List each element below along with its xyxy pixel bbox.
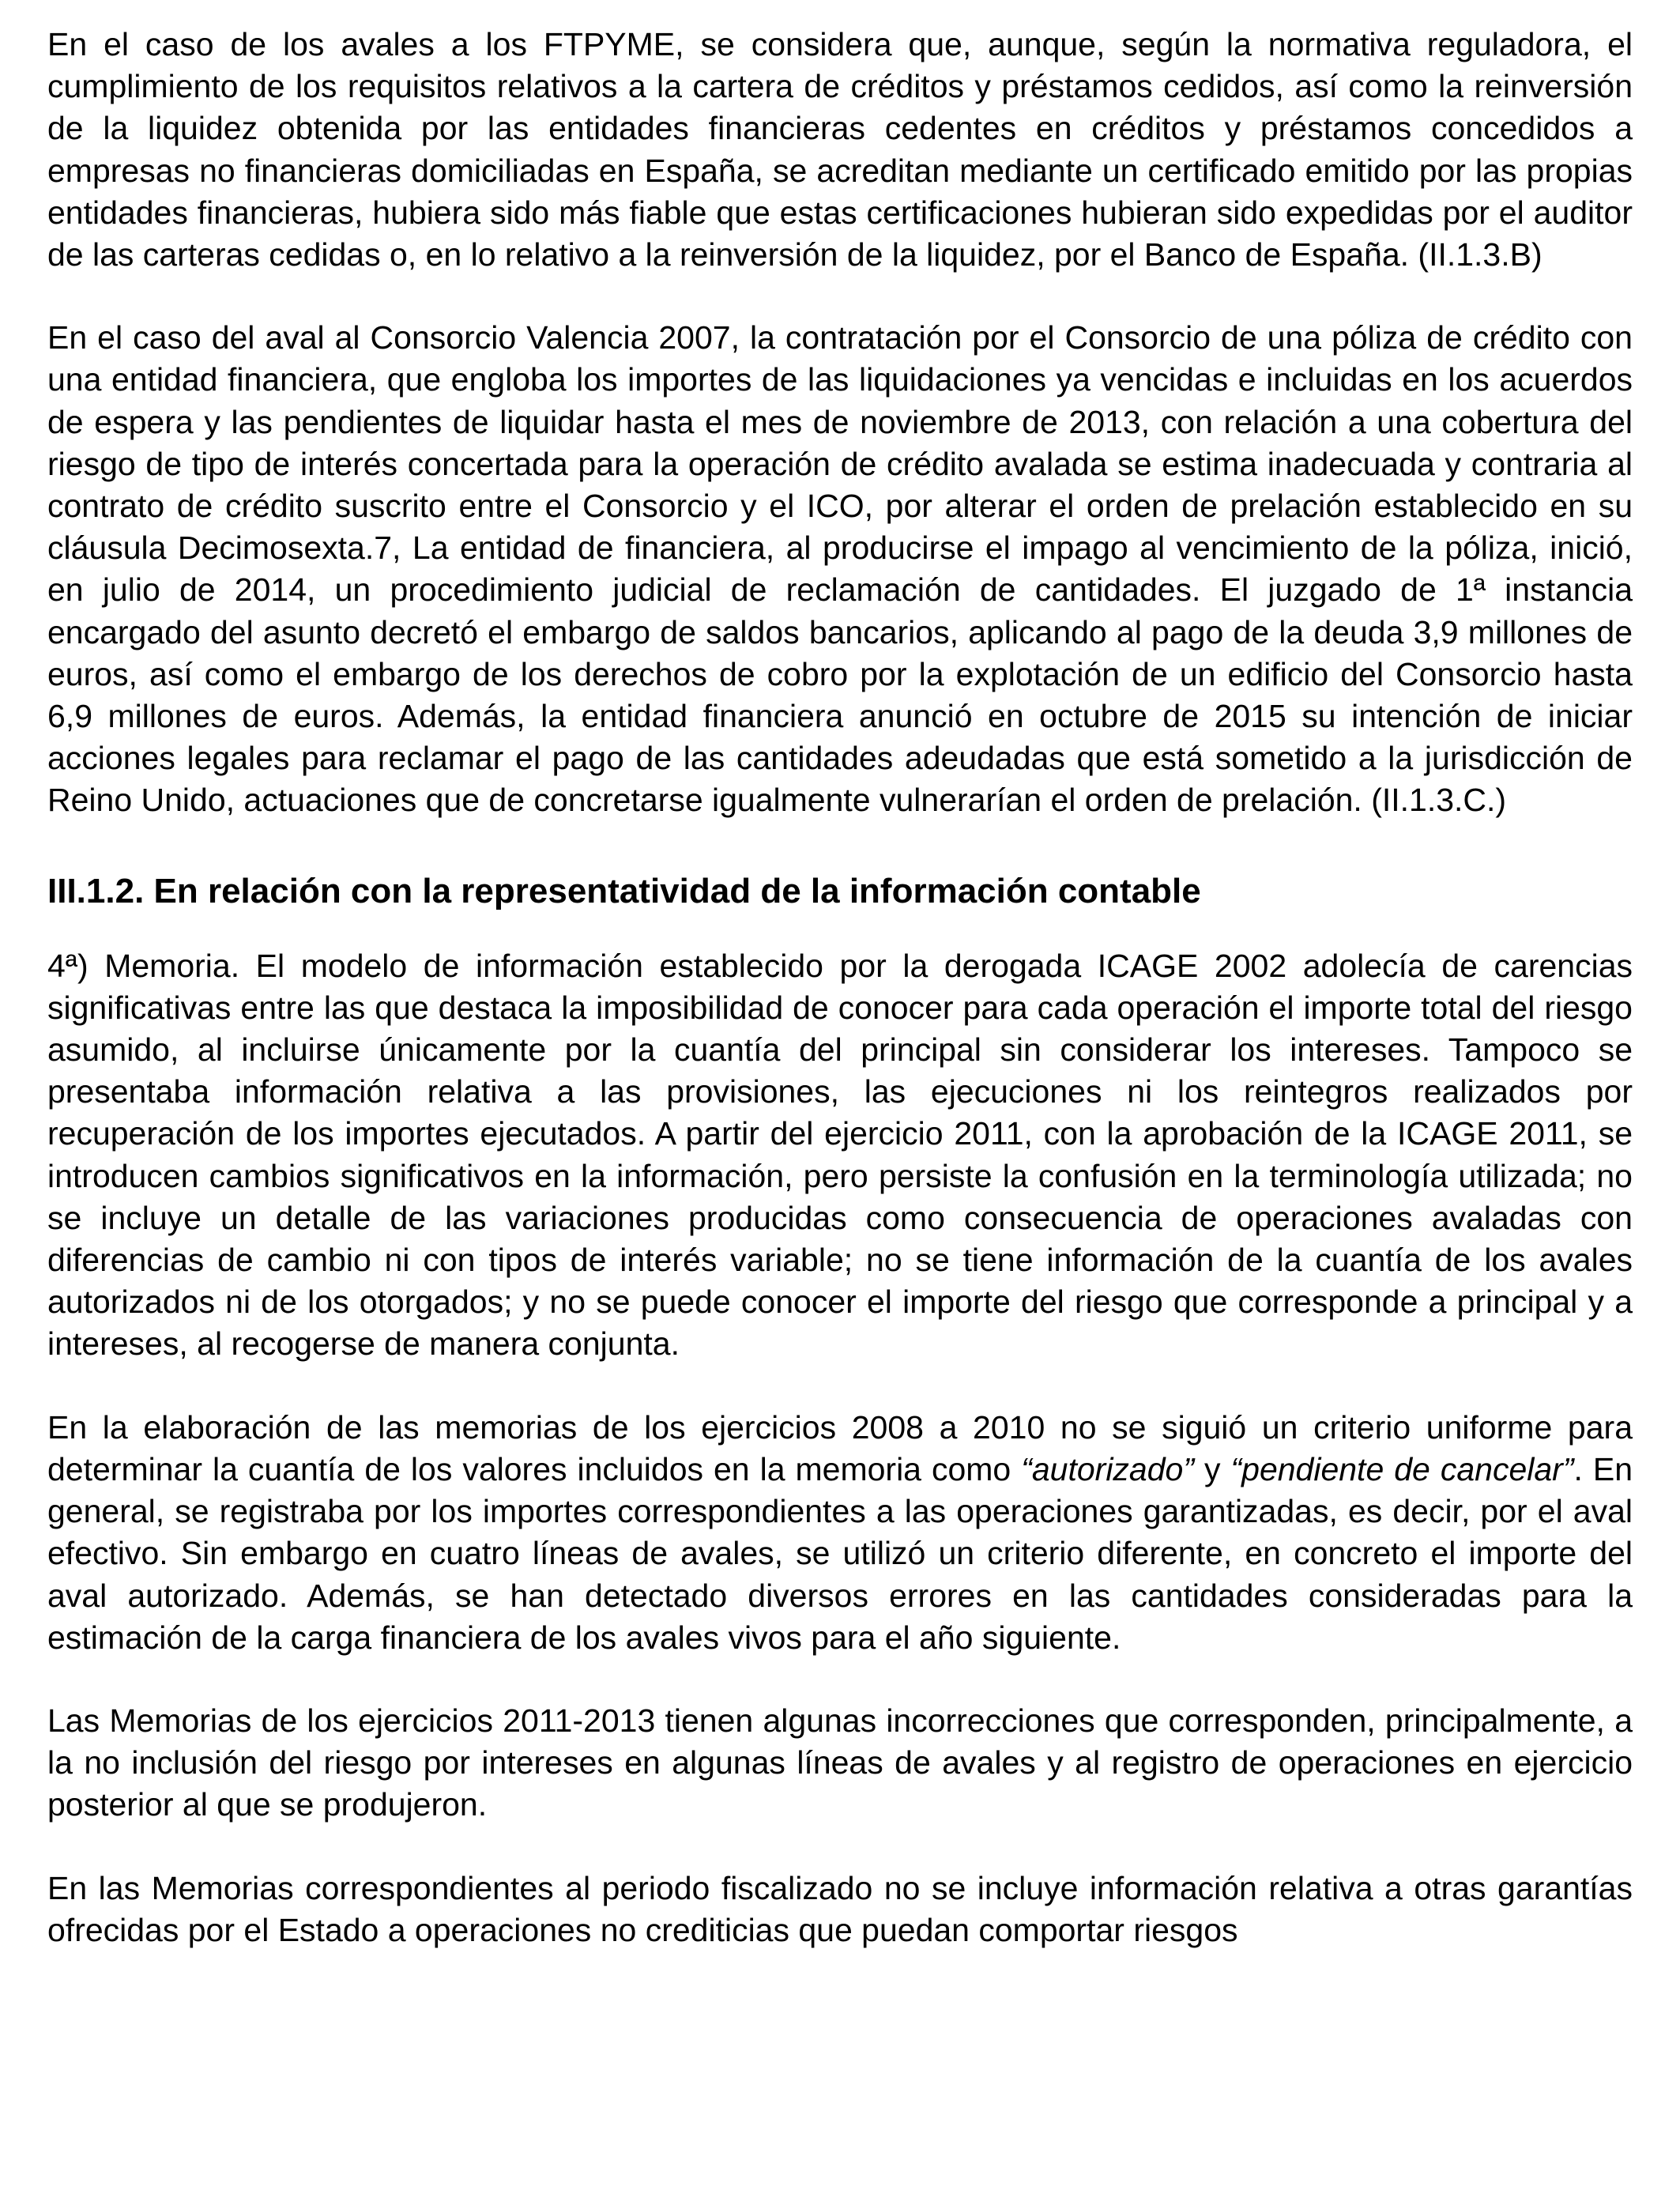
paragraph-spacer [47, 276, 1633, 317]
paragraph-ftpyme: En el caso de los avales a los FTPYME, se considera que, aunque, según la normativa reguladora, el cumplimiento de los requisitos relativos a la cartera de créditos y préstamos cedidos, así como la reinversión de la liquidez obtenida por las entidades financieras cedentes en créditos y préstamos concedidos a empresas no financieras domiciliadas en España, se acreditan mediante un certificado emitido por las propias entidades financieras, hubiera sido más fiable que estas certificaciones hubieran sido expedidas por el auditor de las carteras cedidas o, en lo relativo a la reinversión de la liquidez, por el Banco de España. (II.1.3.B) [47, 26, 1633, 273]
elaboracion-text-1: En la elaboración de las memorias de los ejercicios 2008 a 2010 no se siguió un criterio uniforme para determinar la cuantía de los valores incluidos en la memoria como [47, 1408, 1633, 1487]
section-heading: III.1.2. En relación con la representatividad de la información contable [47, 871, 1201, 910]
elaboracion-text-2: y [1194, 1450, 1231, 1487]
paragraph-memorias-2011-2013: Las Memorias de los ejercicios 2011-2013 tienen algunas incorrecciones que corresponden, principalmente, a la no inclusión del riesgo por intereses en algunas líneas de avales y al registro de operaciones en ejercicio posterior al que se produjeron. [47, 1702, 1633, 1823]
paragraph-consorcio-valencia: En el caso del aval al Consorcio Valencia 2007, la contratación por el Consorcio de una póliza de crédito con una entidad financiera, que engloba los importes de las liquidaciones ya vencidas e incluidas en los acuerdos de espera y las pendientes de liquidar hasta el mes de noviembre de 2013, con relación a una cobertura del riesgo de tipo de interés concertada para la operación de crédito avalada se estima inadecuada y contraria al contrato de crédito suscrito entre el Consorcio y el ICO, por alterar el orden de prelación establecido en su cláusula Decimosexta.7, La entidad de financiera, al producirse el impago al vencimiento de la póliza, inició, en julio de 2014, un procedimiento judicial de reclamación de cantidades. El juzgado de 1ª instancia encargado del asunto decretó el embargo de saldos bancarios, aplicando al pago de la deuda 3,9 millones de euros, así como el embargo de los derechos de cobro por la explotación de un edificio del Consorcio hasta 6,9 millones de euros. Además, la entidad financiera anunció en octubre de 2015 su intención de iniciar acciones legales para reclamar el pago de las cantidades adeudadas que está sometido a la jurisdicción de Reino Unido, actuaciones que de concretarse igualmente vulnerarían el orden de prelación. (II.1.3.C.) [47, 319, 1633, 819]
paragraph-otras-garantias: En las Memorias correspondientes al periodo fiscalizado no se incluye información relativa a otras garantías ofrecidas por el Estado a operaciones no crediticias que puedan comportar riesgos [47, 1869, 1633, 1948]
heading-spacer [47, 914, 1633, 945]
paragraph-spacer [47, 1826, 1633, 1868]
document-page [47, 24, 1633, 1951]
paragraph-spacer [47, 1659, 1633, 1700]
paragraph-memoria: 4ª) Memoria. El modelo de información establecido por la derogada ICAGE 2002 adolecía de carencias significativas entre las que destaca la imposibilidad de conocer para cada operación el importe total del riesgo asumido, al incluirse únicamente por la cuantía del principal sin considerar los intereses. Tampoco se presentaba información relativa a las provisiones, las ejecuciones ni los reintegros realizados por recuperación de los importes ejecutados. A partir del ejercicio 2011, con la aprobación de la ICAGE 2011, se introducen cambios significativos en la información, pero persiste la confusión en la terminología utilizada; no se incluye un detalle de las variaciones producidas como consecuencia de operaciones avaladas con diferencias de cambio ni con tipos de interés variable; no se tiene información de la cuantía de los avales autorizados ni de los otorgados; y no se puede conocer el importe del riesgo que corresponde a principal y a intereses, al recogerse de manera conjunta. [47, 947, 1633, 1363]
paragraph-spacer [47, 1366, 1633, 1407]
elaboracion-text-3: . En general, se registraba por los importes correspondientes a las operaciones garantizadas, es decir, por el aval efectivo. Sin embargo en cuatro líneas de avales, se utilizó un criterio diferente, en concreto el importe del aval autorizado. Además, se han detectado diversos errores en las cantidades consideradas para la estimación de la carga financiera de los avales vivos para el año siguiente. [47, 1450, 1633, 1656]
heading-spacer [47, 822, 1633, 869]
elaboracion-italic-autorizado: “autorizado” [1021, 1450, 1194, 1487]
paragraph-elaboracion-memorias [47, 1407, 1633, 1659]
elaboracion-italic-pendiente: “pendiente de cancelar” [1230, 1450, 1574, 1487]
